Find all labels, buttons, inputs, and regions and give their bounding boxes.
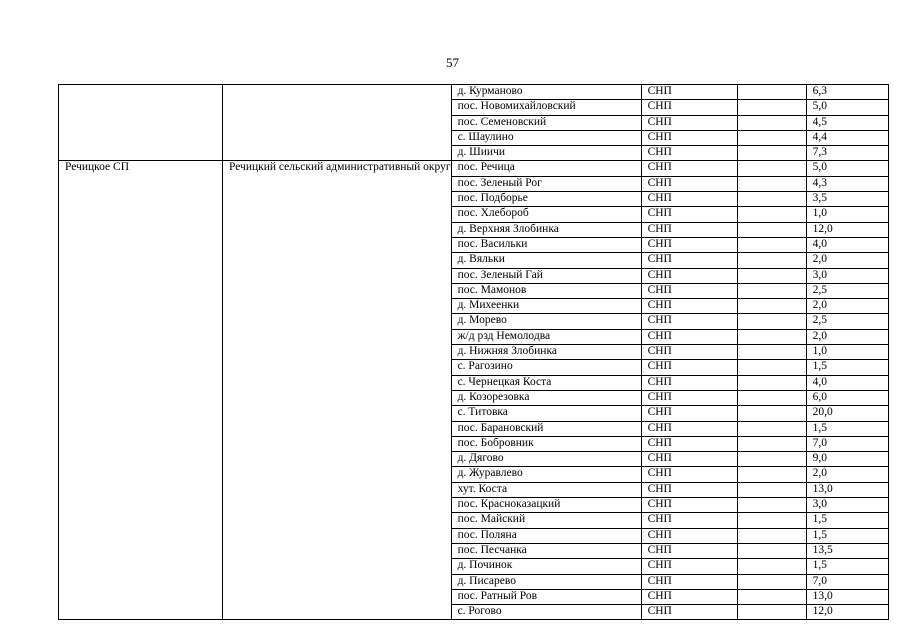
extra-cell bbox=[737, 528, 806, 543]
value-cell: 13,0 bbox=[806, 482, 888, 497]
table-body bbox=[59, 85, 889, 620]
page-number: 57 bbox=[446, 55, 459, 70]
extra-cell bbox=[737, 192, 806, 207]
value-cell: 1,5 bbox=[806, 513, 888, 528]
type-cell: СНП bbox=[641, 360, 737, 375]
extra-cell bbox=[737, 360, 806, 375]
extra-cell bbox=[737, 543, 806, 558]
value-cell: 2,0 bbox=[806, 467, 888, 482]
settlement-cell: пос. Бобровник bbox=[451, 436, 641, 451]
settlement-cell: с. Титовка bbox=[451, 406, 641, 421]
type-cell: СНП bbox=[641, 237, 737, 252]
extra-cell bbox=[737, 375, 806, 390]
type-cell: СНП bbox=[641, 268, 737, 283]
settlement-cell: пос. Барановский bbox=[451, 421, 641, 436]
value-cell: 7,0 bbox=[806, 574, 888, 589]
type-cell: СНП bbox=[641, 314, 737, 329]
extra-cell bbox=[737, 130, 806, 145]
value-cell: 4,0 bbox=[806, 237, 888, 252]
district-cell: Речицкий сельский административный округ bbox=[223, 161, 452, 620]
type-cell: СНП bbox=[641, 528, 737, 543]
type-cell: СНП bbox=[641, 146, 737, 161]
settlement-cell: д. Верхняя Злобинка bbox=[451, 222, 641, 237]
type-cell: СНП bbox=[641, 436, 737, 451]
settlement-cell: д. Журавлево bbox=[451, 467, 641, 482]
municipality-cell: Речицкое СП bbox=[59, 161, 223, 620]
settlement-cell: пос. Поляна bbox=[451, 528, 641, 543]
extra-cell bbox=[737, 146, 806, 161]
type-cell: СНП bbox=[641, 253, 737, 268]
settlement-cell: пос. Васильки bbox=[451, 237, 641, 252]
type-cell: СНП bbox=[641, 559, 737, 574]
extra-cell bbox=[737, 390, 806, 405]
settlement-cell: д. Шиичи bbox=[451, 146, 641, 161]
type-cell: СНП bbox=[641, 85, 737, 100]
settlement-cell: пос. Ратный Ров bbox=[451, 589, 641, 604]
settlement-cell: пос. Песчанка bbox=[451, 543, 641, 558]
extra-cell bbox=[737, 161, 806, 176]
settlement-cell: ж/д рзд Немолодва bbox=[451, 329, 641, 344]
type-cell: СНП bbox=[641, 498, 737, 513]
extra-cell bbox=[737, 436, 806, 451]
settlement-cell: пос. Красноказацкий bbox=[451, 498, 641, 513]
settlement-cell: с. Рогово bbox=[451, 605, 641, 620]
settlement-cell: д. Михеенки bbox=[451, 299, 641, 314]
settlement-cell: пос. Майский bbox=[451, 513, 641, 528]
type-cell: СНП bbox=[641, 130, 737, 145]
value-cell: 5,0 bbox=[806, 100, 888, 115]
type-cell: СНП bbox=[641, 452, 737, 467]
settlement-cell: д. Писарево bbox=[451, 574, 641, 589]
value-cell: 12,0 bbox=[806, 605, 888, 620]
type-cell: СНП bbox=[641, 467, 737, 482]
type-cell: СНП bbox=[641, 176, 737, 191]
value-cell: 2,5 bbox=[806, 314, 888, 329]
value-cell: 1,5 bbox=[806, 360, 888, 375]
settlement-cell: пос. Хлебороб bbox=[451, 207, 641, 222]
value-cell: 3,5 bbox=[806, 192, 888, 207]
table-row bbox=[59, 85, 889, 100]
extra-cell bbox=[737, 100, 806, 115]
value-cell: 12,0 bbox=[806, 222, 888, 237]
value-cell: 4,5 bbox=[806, 115, 888, 130]
type-cell: СНП bbox=[641, 329, 737, 344]
type-cell: СНП bbox=[641, 283, 737, 298]
value-cell: 7,0 bbox=[806, 436, 888, 451]
extra-cell bbox=[737, 605, 806, 620]
settlement-cell: пос. Зеленый Рог bbox=[451, 176, 641, 191]
type-cell: СНП bbox=[641, 100, 737, 115]
value-cell: 4,4 bbox=[806, 130, 888, 145]
extra-cell bbox=[737, 85, 806, 100]
extra-cell bbox=[737, 268, 806, 283]
settlement-cell: с. Рагозино bbox=[451, 360, 641, 375]
extra-cell bbox=[737, 345, 806, 360]
extra-cell bbox=[737, 574, 806, 589]
type-cell: СНП bbox=[641, 482, 737, 497]
value-cell: 13,5 bbox=[806, 543, 888, 558]
value-cell: 1,5 bbox=[806, 421, 888, 436]
settlement-cell: пос. Подборье bbox=[451, 192, 641, 207]
extra-cell bbox=[737, 589, 806, 604]
value-cell: 2,0 bbox=[806, 299, 888, 314]
extra-cell bbox=[737, 513, 806, 528]
type-cell: СНП bbox=[641, 574, 737, 589]
value-cell: 4,3 bbox=[806, 176, 888, 191]
type-cell: СНП bbox=[641, 543, 737, 558]
type-cell: СНП bbox=[641, 345, 737, 360]
extra-cell bbox=[737, 559, 806, 574]
value-cell: 1,0 bbox=[806, 207, 888, 222]
extra-cell bbox=[737, 253, 806, 268]
settlement-cell: пос. Речица bbox=[451, 161, 641, 176]
settlement-cell: пос. Семеновский bbox=[451, 115, 641, 130]
extra-cell bbox=[737, 329, 806, 344]
settlement-cell: д. Нижняя Злобинка bbox=[451, 345, 641, 360]
settlement-cell: пос. Новомихайловский bbox=[451, 100, 641, 115]
type-cell: СНП bbox=[641, 161, 737, 176]
district-cell-empty bbox=[223, 85, 452, 161]
type-cell: СНП bbox=[641, 222, 737, 237]
extra-cell bbox=[737, 299, 806, 314]
value-cell: 20,0 bbox=[806, 406, 888, 421]
extra-cell bbox=[737, 237, 806, 252]
value-cell: 1,5 bbox=[806, 559, 888, 574]
extra-cell bbox=[737, 498, 806, 513]
settlement-cell: д. Козорезовка bbox=[451, 390, 641, 405]
type-cell: СНП bbox=[641, 390, 737, 405]
settlement-cell: д. Морево bbox=[451, 314, 641, 329]
value-cell: 1,5 bbox=[806, 528, 888, 543]
extra-cell bbox=[737, 452, 806, 467]
settlement-cell: с. Шаулино bbox=[451, 130, 641, 145]
table-row bbox=[59, 161, 889, 176]
extra-cell bbox=[737, 467, 806, 482]
extra-cell bbox=[737, 482, 806, 497]
settlement-cell: д. Курманово bbox=[451, 85, 641, 100]
value-cell: 6,0 bbox=[806, 390, 888, 405]
value-cell: 3,0 bbox=[806, 268, 888, 283]
extra-cell bbox=[737, 207, 806, 222]
value-cell: 6,3 bbox=[806, 85, 888, 100]
settlement-cell: д. Дягово bbox=[451, 452, 641, 467]
type-cell: СНП bbox=[641, 406, 737, 421]
value-cell: 5,0 bbox=[806, 161, 888, 176]
type-cell: СНП bbox=[641, 513, 737, 528]
extra-cell bbox=[737, 115, 806, 130]
extra-cell bbox=[737, 222, 806, 237]
type-cell: СНП bbox=[641, 207, 737, 222]
type-cell: СНП bbox=[641, 115, 737, 130]
value-cell: 1,0 bbox=[806, 345, 888, 360]
settlement-cell: пос. Мамонов bbox=[451, 283, 641, 298]
type-cell: СНП bbox=[641, 605, 737, 620]
type-cell: СНП bbox=[641, 299, 737, 314]
value-cell: 13,0 bbox=[806, 589, 888, 604]
settlement-cell: д. Вяльки bbox=[451, 253, 641, 268]
type-cell: СНП bbox=[641, 589, 737, 604]
value-cell: 7,3 bbox=[806, 146, 888, 161]
settlements-table bbox=[58, 84, 889, 620]
extra-cell bbox=[737, 406, 806, 421]
settlement-cell: пос. Зеленый Гай bbox=[451, 268, 641, 283]
extra-cell bbox=[737, 314, 806, 329]
municipality-cell-empty bbox=[59, 85, 223, 161]
type-cell: СНП bbox=[641, 375, 737, 390]
value-cell: 9,0 bbox=[806, 452, 888, 467]
settlement-cell: д. Починок bbox=[451, 559, 641, 574]
value-cell: 2,0 bbox=[806, 329, 888, 344]
extra-cell bbox=[737, 421, 806, 436]
value-cell: 2,0 bbox=[806, 253, 888, 268]
type-cell: СНП bbox=[641, 192, 737, 207]
type-cell: СНП bbox=[641, 421, 737, 436]
extra-cell bbox=[737, 283, 806, 298]
value-cell: 4,0 bbox=[806, 375, 888, 390]
settlement-cell: хут. Коста bbox=[451, 482, 641, 497]
settlement-cell: с. Чернецкая Коста bbox=[451, 375, 641, 390]
extra-cell bbox=[737, 176, 806, 191]
value-cell: 3,0 bbox=[806, 498, 888, 513]
value-cell: 2,5 bbox=[806, 283, 888, 298]
